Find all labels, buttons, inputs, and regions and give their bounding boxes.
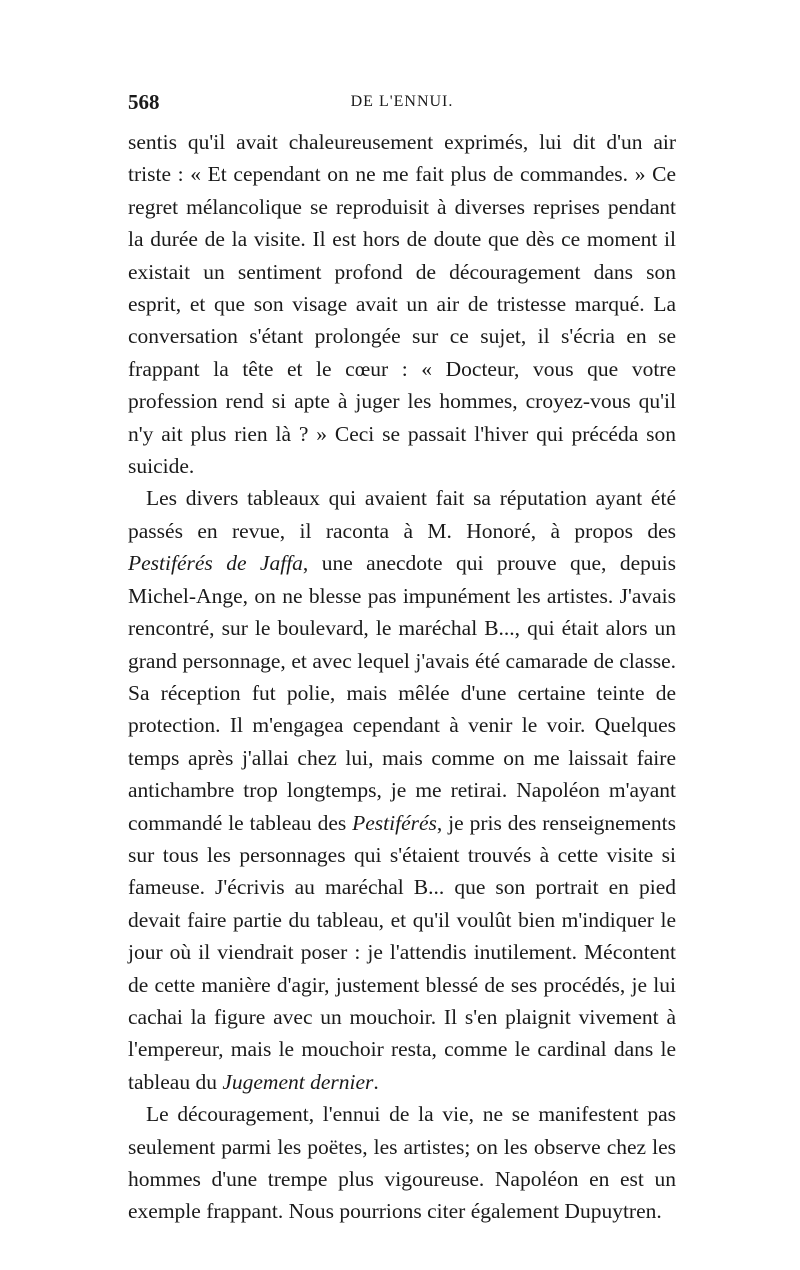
body-text bbox=[128, 126, 676, 1228]
text-run: sentis qu'il avait chaleureusement exprimés, lui dit d'un air triste : « Et cependant on ne me fait plus de commandes. » Ce regret mélancolique se reproduisit à diverses reprises pendant la durée de la visite. Il est hors de doute que dès ce moment il existait un sentiment profond de découragement dans son esprit, et que son visage avait un air de tristesse marqué. La conversation s'étant prolongée sur ce sujet, il s'écria en se frappant la tête et le cœur : « Docteur, vous que votre profession rend si apte à juger les hommes, croyez-vous qu'il n'y ait plus rien là ? » Ceci se passait l'hiver qui précéda son suicide. bbox=[128, 130, 676, 479]
running-head bbox=[128, 90, 676, 126]
book-page bbox=[128, 90, 676, 1228]
text-run: . bbox=[373, 1069, 379, 1094]
paragraph-1 bbox=[128, 126, 676, 482]
text-run: , je pris des renseignements sur tous les personnages qui s'étaient trouvés à cette visite si fameuse. J'écrivis au maréchal B... que son portrait en pied devait faire partie du tableau, et qu'il voulût bien m'indiquer le jour où il viendrait poser : je l'attendis inutilement. Mécontent de cette manière d'agir, justement blessé de ses procédés, je lui cachai la figure avec un mouchoir. Il s'en plaignit vivement à l'empereur, mais le mouchoir resta, comme le cardinal dans le tableau du bbox=[128, 810, 676, 1094]
paragraph-3 bbox=[128, 1098, 676, 1228]
header-title: DE L'ENNUI. bbox=[350, 93, 454, 110]
italic-title-pestiferes-de-jaffa: Pestiférés de Jaffa bbox=[128, 551, 303, 576]
text-run: Les divers tableaux qui avaient fait sa réputation ayant été passés en revue, il raconta à M. Honoré, à propos des bbox=[128, 486, 676, 543]
italic-title-pestiferes: Pestiférés bbox=[352, 810, 437, 835]
text-run: Le découragement, l'ennui de la vie, ne se manifestent pas seulement parmi les poëtes, les artistes; on les observe chez les hommes d'une trempe plus vigoureuse. Napoléon en est un exemple frappant. Nous pourrions citer également Dupuytren. bbox=[128, 1102, 676, 1224]
paragraph-2 bbox=[128, 482, 676, 1098]
italic-title-jugement-dernier: Jugement dernier bbox=[222, 1069, 374, 1094]
page-number: 568 bbox=[128, 90, 160, 114]
text-run: , une anecdote qui prouve que, depuis Michel-Ange, on ne blesse pas impunément les artistes. J'avais rencontré, sur le boulevard, le maréchal B..., qui était alors un grand personnage, et avec lequel j'avais été camarade de classe. Sa réception fut polie, mais mêlée d'une certaine teinte de protection. Il m'engagea cependant à venir le voir. Quelques temps après j'allai chez lui, mais comme on me laissait faire antichambre trop longtemps, je me retirai. Napoléon m'ayant commandé le tableau des bbox=[128, 551, 676, 835]
